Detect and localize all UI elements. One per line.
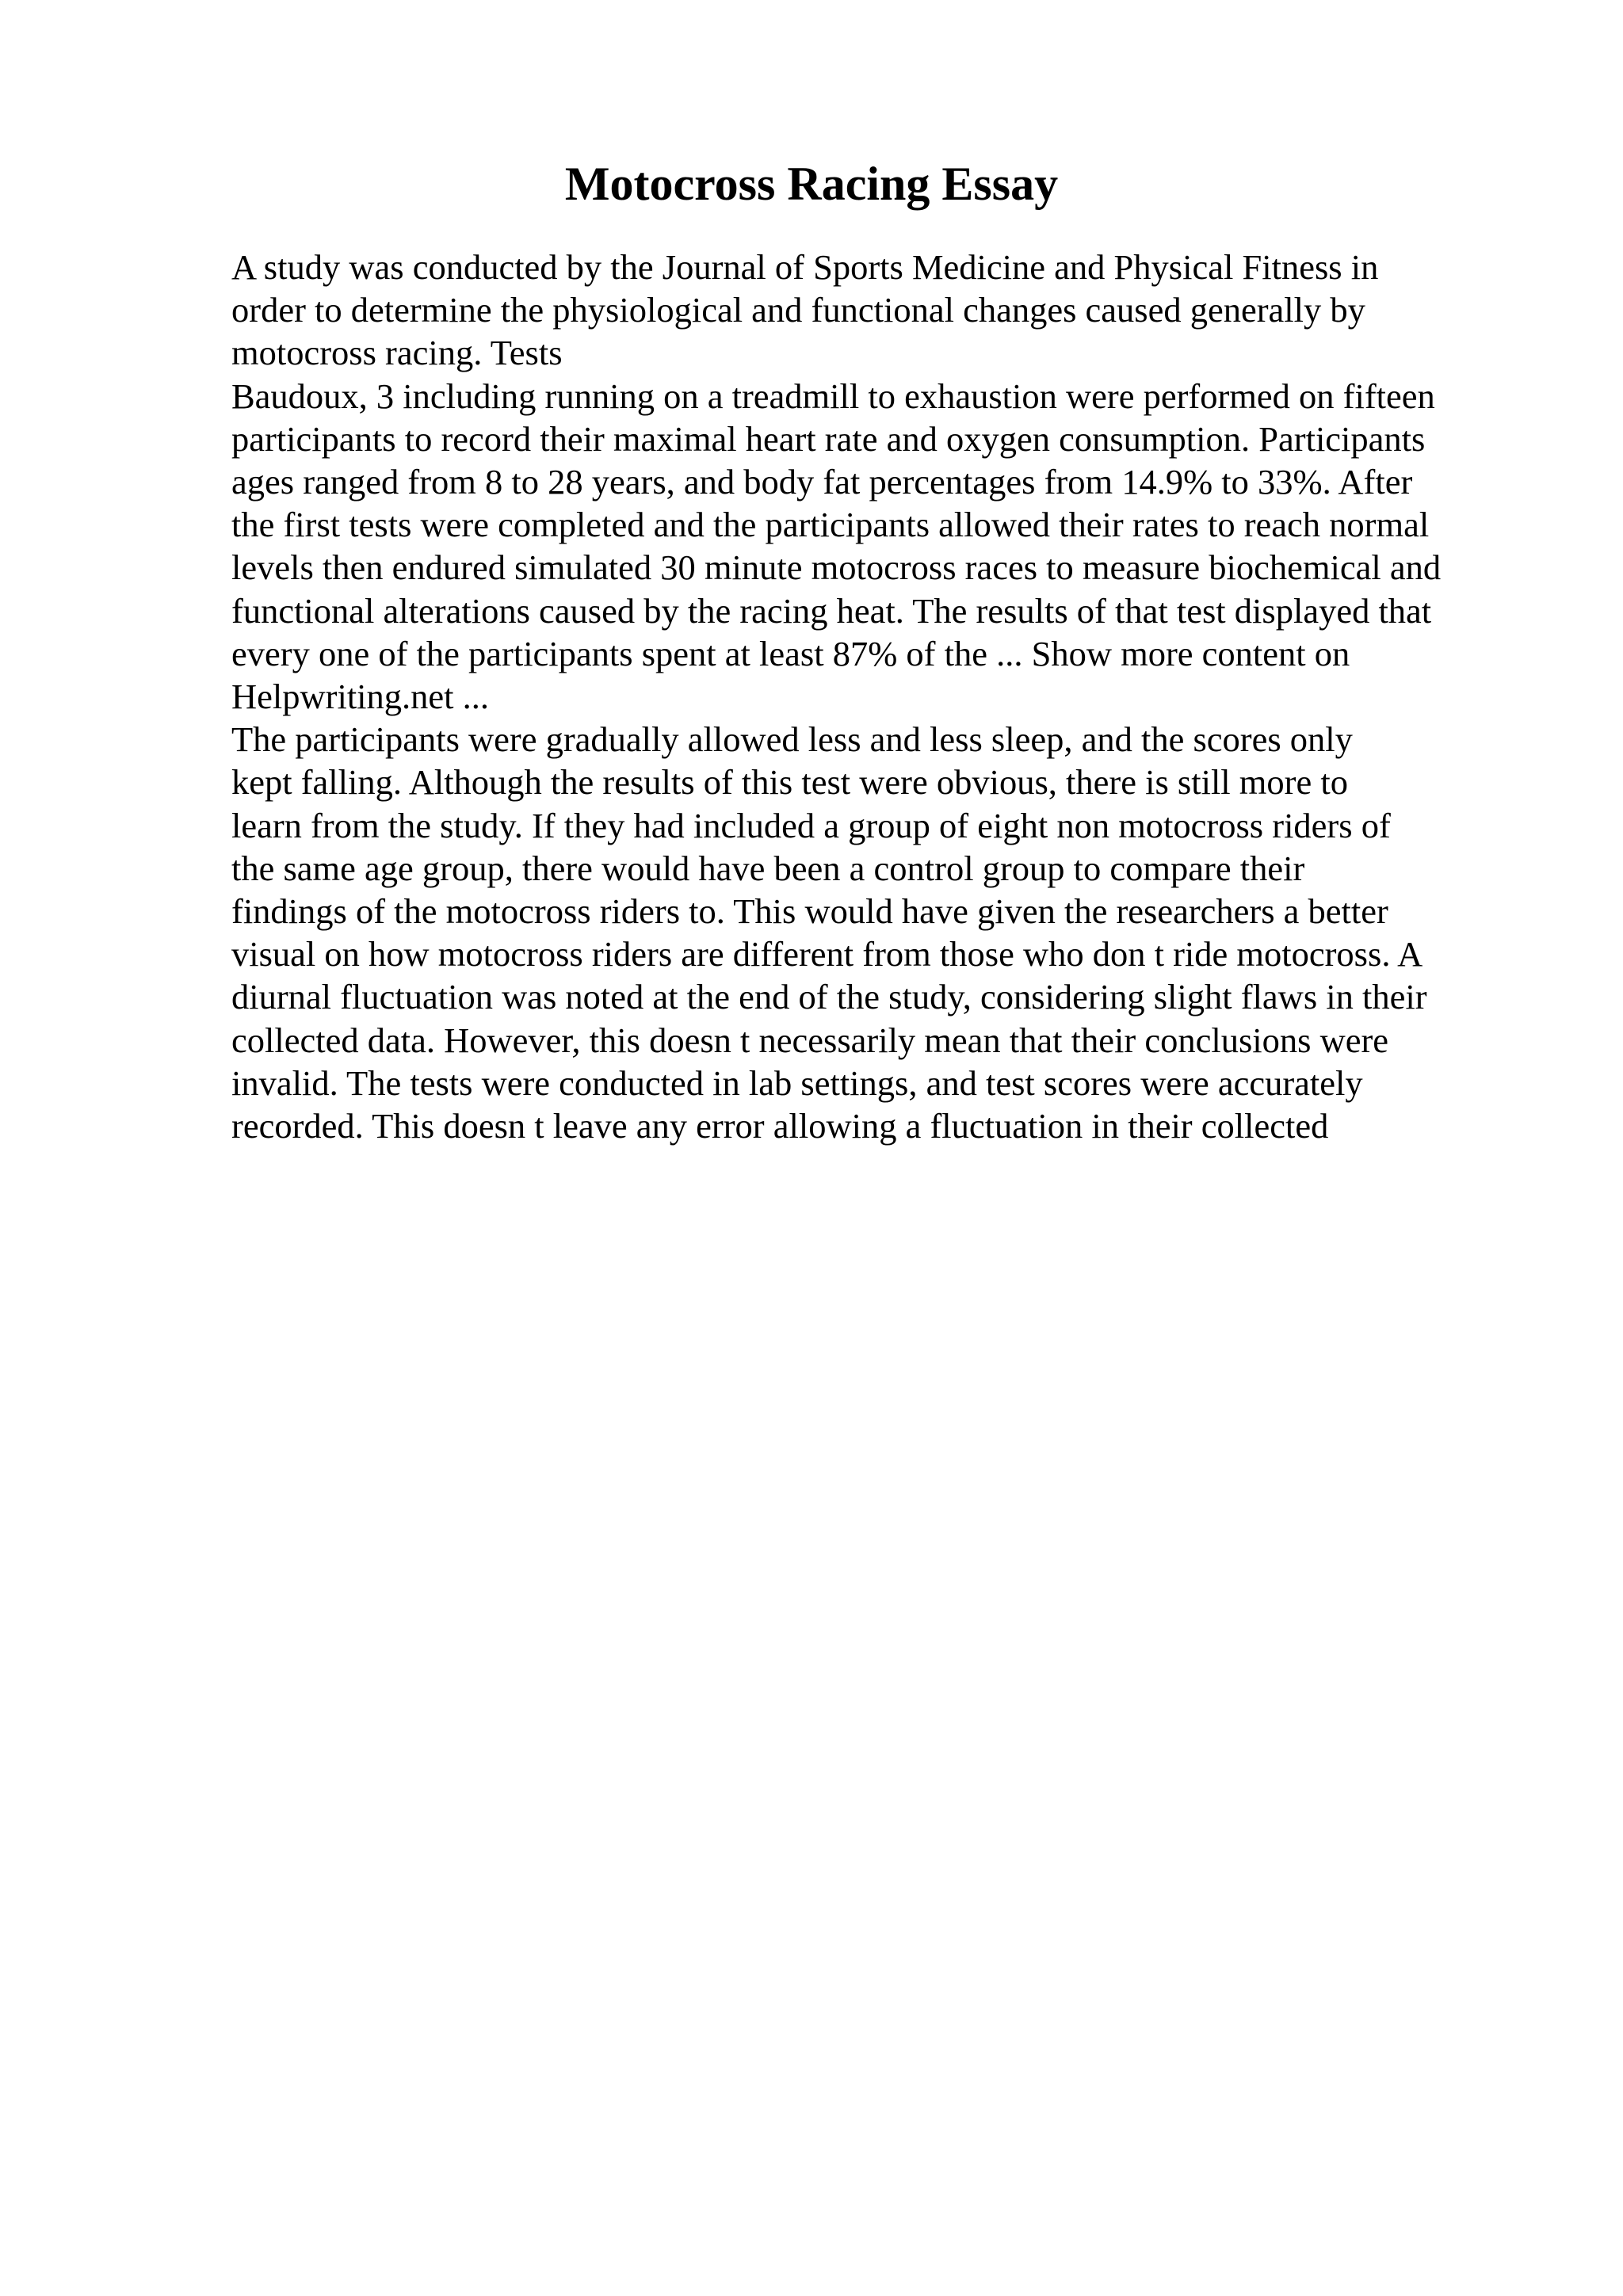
text-line: functional alterations caused by the racing heat. The results of that test displayed that	[231, 590, 1432, 631]
text-line: the same age group, there would have been a control group to compare their	[231, 848, 1305, 888]
text-line: collected data. However, this doesn t necessarily mean that their conclusions were	[231, 1020, 1389, 1060]
text-line: order to determine the physiological and functional changes caused generally by	[231, 290, 1365, 330]
text-line: Helpwriting.net ...	[231, 677, 490, 717]
text-line: levels then endured simulated 30 minute motocross races to measure biochemical and	[231, 547, 1442, 588]
text-line: A study was conducted by the Journal of Sports Medicine and Physical Fitness in	[231, 247, 1379, 287]
text-line: The participants were gradually allowed less and less sleep, and the scores only	[231, 719, 1353, 760]
text-line: Baudoux, 3 including running on a treadmill to exhaustion were performed on fifteen	[231, 376, 1435, 416]
text-line: kept falling. Although the results of this test were obvious, there is still more to	[231, 762, 1348, 803]
text-line: recorded. This doesn t leave any error allowing a fluctuation in their collected	[231, 1106, 1329, 1146]
text-line: participants to record their maximal heart rate and oxygen consumption. Participants	[231, 418, 1426, 459]
text-line: ages ranged from 8 to 28 years, and body fat percentages from 14.9% to 33%. After	[231, 462, 1413, 502]
text-line: findings of the motocross riders to. This would have given the researchers a better	[231, 891, 1388, 932]
text-line: visual on how motocross riders are different from those who don t ride motocross. A	[231, 934, 1423, 974]
text-line: learn from the study. If they had included a group of eight non motocross riders of	[231, 805, 1391, 845]
text-line: invalid. The tests were conducted in lab settings, and test scores were accurately	[231, 1062, 1363, 1103]
document-title: Motocross Racing Essay	[564, 158, 1059, 210]
essay-body	[231, 246, 1594, 1147]
text-line: diurnal fluctuation was noted at the end of the study, considering slight flaws in their	[231, 977, 1427, 1017]
text-line: every one of the participants spent at least 87% of the ... Show more content on	[231, 633, 1350, 673]
text-line: the first tests were completed and the participants allowed their rates to reach normal	[231, 505, 1430, 545]
text-line: motocross racing. Tests	[231, 333, 563, 373]
